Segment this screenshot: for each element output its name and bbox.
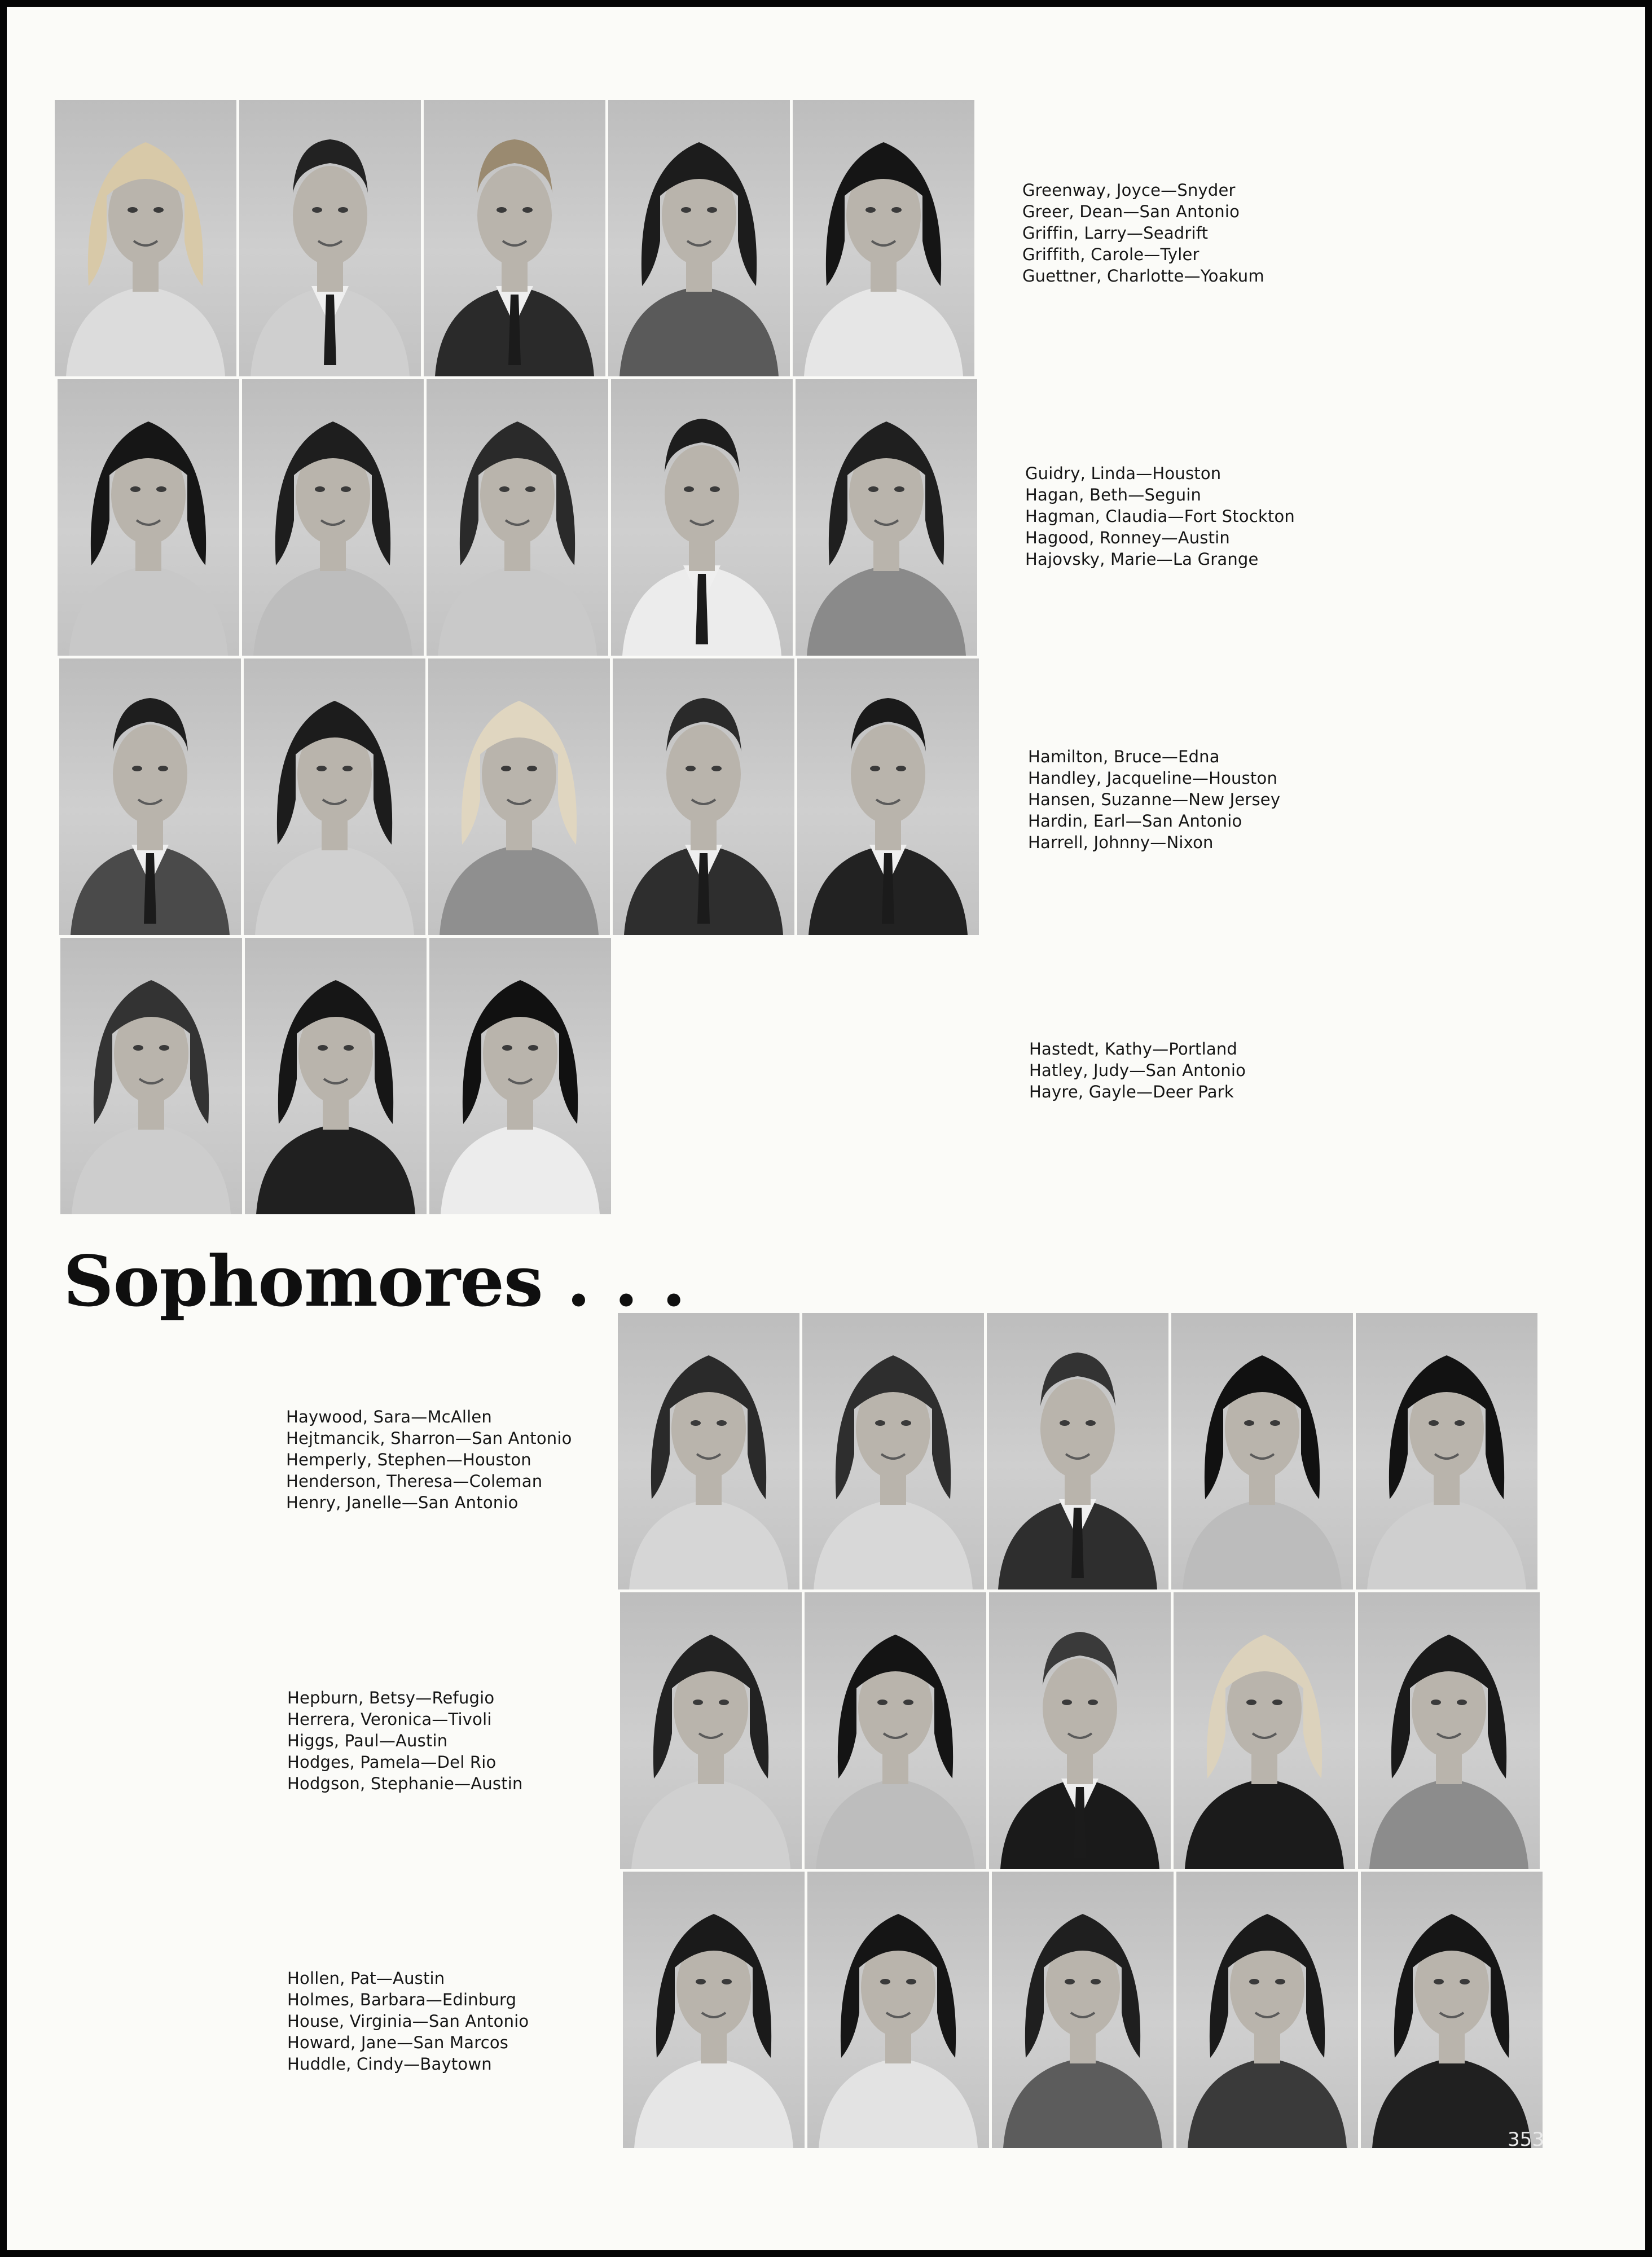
student-portrait [59,658,241,935]
student-name: Hagman, Claudia—Fort Stockton [1025,507,1295,526]
student-name: Hamilton, Bruce—Edna [1028,747,1220,766]
student-name: Handley, Jacqueline—Houston [1028,769,1278,788]
student-portrait [58,379,239,656]
student-portrait [797,658,979,935]
name-list-group-7 [287,1968,529,2075]
student-name: Guidry, Linda—Houston [1025,464,1222,483]
student-portrait [427,379,608,656]
student-name: Howard, Jane—San Marcos [287,2033,509,2052]
yearbook-page [7,7,1645,2250]
student-portrait [1361,1872,1543,2148]
student-name: Griffith, Carole—Tyler [1022,245,1200,264]
student-portrait [60,938,242,1214]
student-portrait [1171,1313,1353,1589]
name-list-group-5 [286,1406,572,1513]
name-list-group-6 [287,1687,523,1794]
student-portrait [55,100,236,376]
student-name: Henry, Janelle—San Antonio [286,1493,519,1512]
student-portrait [613,658,794,935]
student-name: Hastedt, Kathy—Portland [1029,1039,1238,1059]
student-name: Harrell, Johnny—Nixon [1028,833,1214,852]
student-portrait [429,938,611,1214]
student-name: Greenway, Joyce—Snyder [1022,181,1236,200]
student-name: Hollen, Pat—Austin [287,1969,445,1988]
student-name: Henderson, Theresa—Coleman [286,1472,543,1491]
student-name: Griffin, Larry—Seadrift [1022,223,1209,243]
name-list-group-1 [1022,179,1264,287]
student-name: Greer, Dean—San Antonio [1022,202,1240,221]
student-portrait [620,1592,802,1869]
student-portrait [428,658,610,935]
section-heading: Sophomores . . . [63,1241,686,1323]
student-portrait [608,100,790,376]
student-name: Hayre, Gayle—Deer Park [1029,1082,1234,1101]
student-portrait [239,100,421,376]
student-name: House, Virginia—San Antonio [287,2012,529,2031]
name-list-group-4 [1029,1038,1246,1103]
student-name: Hemperly, Stephen—Houston [286,1450,531,1469]
student-name: Haywood, Sara—McAllen [286,1407,493,1426]
student-name: Holmes, Barbara—Edinburg [287,1990,517,2009]
student-portrait [807,1872,989,2148]
student-name: Guettner, Charlotte—Yoakum [1022,266,1264,286]
student-name: Hodges, Pamela—Del Rio [287,1753,497,1772]
student-portrait [793,100,974,376]
student-name: Hajovsky, Marie—La Grange [1025,550,1259,569]
name-list-group-2 [1025,463,1295,570]
student-name: Herrera, Veronica—Tivoli [287,1710,492,1729]
student-portrait [1358,1592,1540,1869]
student-name: Hagan, Beth—Seguin [1025,485,1202,504]
student-name: Hardin, Earl—San Antonio [1028,811,1242,831]
student-portrait [989,1592,1171,1869]
student-portrait [618,1313,799,1589]
student-name: Higgs, Paul—Austin [287,1731,448,1750]
student-portrait [1176,1872,1358,2148]
student-portrait [611,379,793,656]
student-name: Hansen, Suzanne—New Jersey [1028,790,1281,809]
student-portrait [1174,1592,1355,1869]
student-portrait [424,100,605,376]
student-name: Hodgson, Stephanie—Austin [287,1774,523,1793]
student-name: Hepburn, Betsy—Refugio [287,1688,495,1707]
student-portrait [242,379,424,656]
student-portrait [796,379,977,656]
student-portrait [623,1872,805,2148]
student-portrait [992,1872,1174,2148]
student-name: Hejtmancik, Sharron—San Antonio [286,1429,572,1448]
student-portrait [245,938,427,1214]
student-portrait [244,658,425,935]
student-portrait [805,1592,986,1869]
student-name: Hagood, Ronney—Austin [1025,528,1231,547]
name-list-group-3 [1028,746,1280,853]
page-number: 353 [1508,2128,1544,2151]
student-name: Hatley, Judy—San Antonio [1029,1061,1246,1080]
student-portrait [1356,1313,1537,1589]
student-portrait [802,1313,984,1589]
student-name: Huddle, Cindy—Baytown [287,2054,492,2074]
student-portrait [987,1313,1168,1589]
